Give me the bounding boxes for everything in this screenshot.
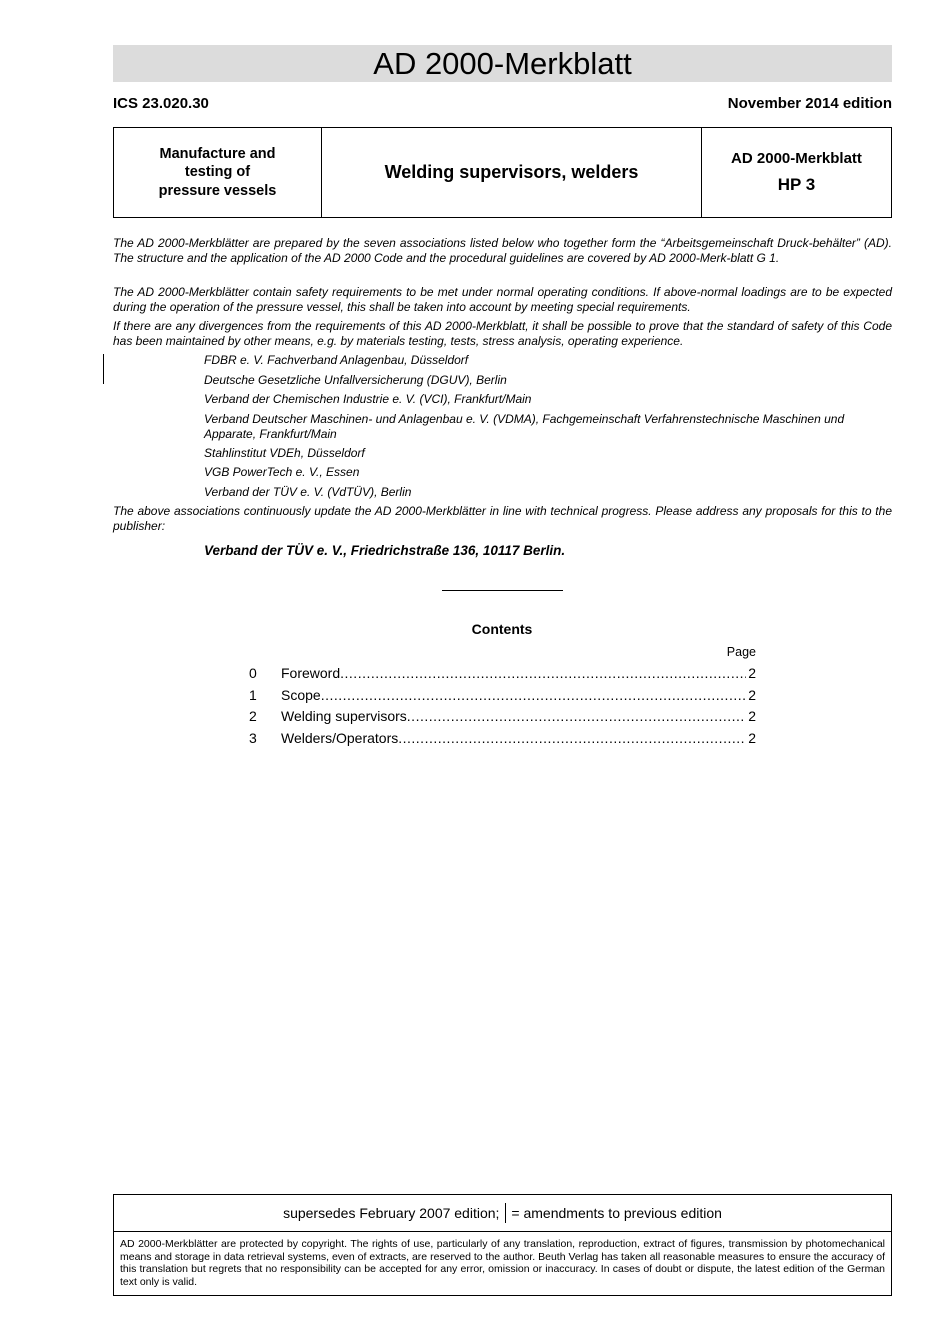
document-title: AD 2000-Merkblatt	[113, 45, 892, 82]
publisher-address: Verband der TÜV e. V., Friedrichstraße 136, 10117 Berlin.	[204, 543, 566, 558]
association-item: Verband Deutscher Maschinen- und Anlagenbau e. V. (VDMA), Fachgemeinschaft Verfahrenstechnische Maschinen und Apparate, Frankfurt/Main	[204, 412, 845, 441]
toc-number: 1	[249, 687, 257, 703]
association-item: FDBR e. V. Fachverband Anlagenbau, Düsseldorf	[204, 353, 469, 367]
toc-number: 0	[249, 665, 257, 681]
toc-title: Welding supervisors	[281, 708, 407, 724]
toc-entry-foreword[interactable]	[249, 665, 756, 685]
subject-line-1: Manufacture and	[159, 145, 276, 162]
toc-page-number: 2	[748, 708, 756, 724]
toc-entry-welders-operators[interactable]	[249, 730, 756, 750]
toc-leader-dots	[321, 687, 746, 707]
toc-title: Welders/Operators	[281, 730, 399, 746]
subject-line-2: testing of	[184, 164, 251, 181]
edition-date: November 2014 edition	[727, 95, 892, 112]
intro-paragraph-2: The AD 2000-Merkblätter contain safety requirements to be met under normal operating conditions. If above-normal loadings are to be expected during the operation of the pressure vessel, this shall be taken into account by meeting special requirements.	[113, 285, 892, 314]
toc-entry-welding-supervisors[interactable]	[249, 708, 756, 728]
footer-box	[113, 1194, 892, 1296]
toc-leader-dots	[398, 730, 746, 750]
toc-number: 3	[249, 730, 257, 746]
association-item: Stahlinstitut VDEh, Düsseldorf	[204, 446, 365, 460]
toc-page-number: 2	[748, 665, 756, 681]
intro-paragraph-3: If there are any divergences from the requirements of this AD 2000-Merkblatt, it shall be possible to prove that the standard of safety of this Code has been maintained by other means, e.g. by materials testing, tests, stress analysis, operating experience.	[113, 319, 892, 348]
closing-paragraph: The above associations continuously update the AD 2000-Merkblätter in line with technical progress. Please address any proposals for this to the publisher:	[113, 504, 892, 533]
document-subject: Welding supervisors, welders	[322, 128, 702, 217]
amendment-bar	[103, 354, 104, 384]
separator-line	[442, 590, 563, 591]
toc-entry-scope[interactable]	[249, 687, 756, 707]
association-item: Verband der TÜV e. V. (VdTÜV), Berlin	[204, 485, 412, 499]
code-cell	[702, 128, 891, 217]
contents-title: Contents	[471, 621, 533, 637]
association-item: Verband der Chemischen Industrie e. V. (VCI), Frankfurt/Main	[204, 392, 532, 406]
code-name: AD 2000-Merkblatt	[731, 150, 862, 167]
ics-code: ICS 23.020.30	[113, 95, 209, 112]
intro-paragraph-1: The AD 2000-Merkblätter are prepared by the seven associations listed below who together form the “Arbeitsgemeinschaft Druck-behälter” (AD). The structure and the application of the AD 2000 Code and the procedural guidelines are covered by AD 2000-Merk-blatt G 1.	[113, 236, 892, 265]
copyright-notice: AD 2000-Merkblätter are protected by copyright. The rights of use, particularly of any translation, reproduction, extract of figures, transmission by photomechanical means and storage in data retrieval systems, even of extracts, are reserved to the author. Beuth Verlag has taken all reasonable measures to ensure the accuracy of this translation but regrets that no responsibility can be accepted for any error, omission or inaccuracy. In cases of doubt or dispute, the latest edition of the German text only is valid.	[120, 1238, 885, 1288]
subject-cell	[114, 128, 322, 217]
toc-leader-dots	[340, 665, 746, 685]
code-number: HP 3	[777, 175, 816, 194]
amendments-text: = amendments to previous edition	[511, 1205, 722, 1221]
toc-leader-dots	[407, 708, 746, 728]
toc-page-number: 2	[748, 687, 756, 703]
page-column-label: Page	[726, 645, 756, 659]
toc-title: Scope	[281, 687, 321, 703]
supersedes-note	[114, 1195, 891, 1232]
association-item: VGB PowerTech e. V., Essen	[204, 465, 360, 479]
supersedes-text: supersedes February 2007 edition;	[283, 1205, 500, 1221]
toc-page-number: 2	[748, 730, 756, 746]
toc-number: 2	[249, 708, 257, 724]
subject-line-3: pressure vessels	[158, 182, 277, 199]
amendment-bar-legend	[505, 1203, 506, 1223]
header-box	[113, 127, 892, 218]
toc-title: Foreword	[281, 665, 341, 681]
association-item: Deutsche Gesetzliche Unfallversicherung (DGUV), Berlin	[204, 373, 507, 387]
